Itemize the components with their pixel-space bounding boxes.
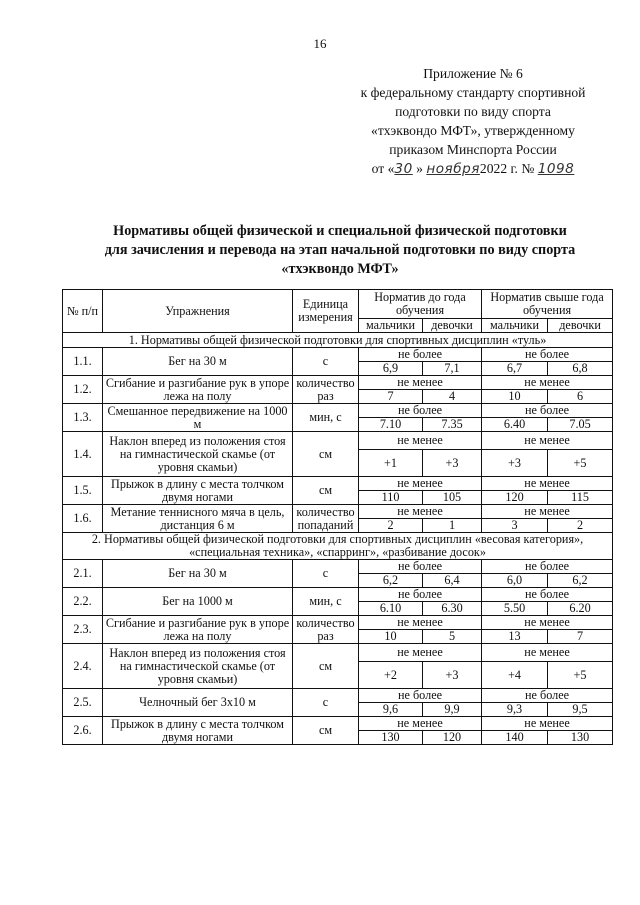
- value-boys-after: 9,3: [482, 703, 548, 717]
- unit-cell: с: [293, 560, 359, 588]
- table-row: [63, 477, 613, 491]
- condition-after-year: не менее: [482, 717, 613, 731]
- condition-before-year: не более: [359, 560, 482, 574]
- title-line-1: Нормативы общей физической и специальной физической подготовки: [113, 223, 567, 239]
- exercise-name: Сгибание и разгибание рук в упоре лежа на полу: [103, 376, 293, 404]
- header-before-year: Норматив до года обучения: [359, 290, 482, 319]
- section-title: 2. Нормативы общей физической подготовки для спортивных дисциплин «весовая категория», «специальная техника», «спарринг», «разбивание досок»: [63, 533, 613, 560]
- value-girls-after: 115: [548, 491, 613, 505]
- exercise-name: Наклон вперед из положения стоя на гимнастической скамье (от уровня скамьи): [103, 432, 293, 477]
- table-row: [63, 616, 613, 630]
- unit-cell: с: [293, 348, 359, 376]
- value-girls-before: 7,1: [423, 362, 482, 376]
- unit-cell: количество раз: [293, 376, 359, 404]
- exercise-name: Метание теннисного мяча в цель, дистанция 6 м: [103, 505, 293, 533]
- title-line-2: для зачисления и перевода на этап начальной подготовки по виду спорта: [104, 242, 576, 258]
- norms-table: [62, 289, 613, 745]
- condition-before-year: не менее: [359, 432, 482, 450]
- title-line-3: «тхэквондо МФТ»: [281, 261, 399, 277]
- value-girls-after: 6: [548, 390, 613, 404]
- row-number: 2.1.: [63, 560, 103, 588]
- exercise-name: Бег на 30 м: [103, 560, 293, 588]
- condition-after-year: не менее: [482, 432, 613, 450]
- table-row: [63, 588, 613, 602]
- exercise-name: Смешанное передвижение на 1000 м: [103, 404, 293, 432]
- row-number: 1.6.: [63, 505, 103, 533]
- row-number: 2.3.: [63, 616, 103, 644]
- appendix-line-1: Приложение № 6: [423, 66, 523, 81]
- value-girls-after: 6,2: [548, 574, 613, 588]
- table-row: [63, 432, 613, 450]
- exercise-name: Наклон вперед из положения стоя на гимнастической скамье (от уровня скамьи): [103, 644, 293, 689]
- condition-after-year: не более: [482, 588, 613, 602]
- row-number: 2.6.: [63, 717, 103, 745]
- date-day: 30: [394, 161, 413, 177]
- header-girls-2: девочки: [548, 319, 613, 333]
- unit-cell: с: [293, 689, 359, 717]
- unit-cell: количество попаданий: [293, 505, 359, 533]
- condition-after-year: не более: [482, 348, 613, 362]
- value-boys-before: 6,9: [359, 362, 423, 376]
- header-unit: Единица измерения: [293, 290, 359, 333]
- row-number: 1.5.: [63, 477, 103, 505]
- condition-after-year: не менее: [482, 505, 613, 519]
- value-girls-before: 7.35: [423, 418, 482, 432]
- appendix-line-3: подготовки по виду спорта: [395, 104, 551, 119]
- unit-cell: мин, с: [293, 588, 359, 616]
- exercise-name: Бег на 30 м: [103, 348, 293, 376]
- condition-before-year: не менее: [359, 644, 482, 662]
- value-boys-before: +1: [359, 450, 423, 477]
- unit-cell: см: [293, 432, 359, 477]
- condition-after-year: не более: [482, 404, 613, 418]
- value-girls-after: +5: [548, 450, 613, 477]
- date-prefix: от «: [371, 161, 395, 176]
- row-number: 1.2.: [63, 376, 103, 404]
- condition-after-year: не менее: [482, 616, 613, 630]
- table-row: [63, 348, 613, 362]
- value-boys-before: 110: [359, 491, 423, 505]
- value-boys-after: +3: [482, 450, 548, 477]
- table-row: [63, 505, 613, 519]
- row-number: 1.3.: [63, 404, 103, 432]
- value-boys-after: 6.40: [482, 418, 548, 432]
- date-year: 2022 г. №: [479, 161, 535, 176]
- value-girls-before: 6,4: [423, 574, 482, 588]
- row-number: 2.2.: [63, 588, 103, 616]
- appendix-line-2: к федеральному стандарту спортивной: [360, 85, 586, 100]
- exercise-name: Прыжок в длину с места толчком двумя ногами: [103, 477, 293, 505]
- condition-after-year: не более: [482, 560, 613, 574]
- appendix-block: [340, 64, 606, 179]
- value-girls-before: +3: [423, 450, 482, 477]
- date-number: 1098: [537, 161, 575, 177]
- value-boys-before: 9,6: [359, 703, 423, 717]
- date-mid: »: [416, 161, 423, 176]
- unit-cell: см: [293, 644, 359, 689]
- exercise-name: Челночный бег 3х10 м: [103, 689, 293, 717]
- table-row: [63, 560, 613, 574]
- value-boys-after: 10: [482, 390, 548, 404]
- row-number: 1.4.: [63, 432, 103, 477]
- header-girls-1: девочки: [423, 319, 482, 333]
- header-exercise: Упражнения: [103, 290, 293, 333]
- condition-after-year: не более: [482, 689, 613, 703]
- unit-cell: количество раз: [293, 616, 359, 644]
- value-girls-after: 7.05: [548, 418, 613, 432]
- value-boys-after: 6,0: [482, 574, 548, 588]
- appendix-date-line: [340, 159, 606, 179]
- value-boys-after: 6,7: [482, 362, 548, 376]
- exercise-name: Прыжок в длину с места толчком двумя ногами: [103, 717, 293, 745]
- exercise-name: Сгибание и разгибание рук в упоре лежа на полу: [103, 616, 293, 644]
- condition-before-year: не более: [359, 348, 482, 362]
- value-girls-before: 5: [423, 630, 482, 644]
- value-boys-before: 7: [359, 390, 423, 404]
- condition-before-year: не менее: [359, 376, 482, 390]
- value-boys-after: 13: [482, 630, 548, 644]
- value-girls-before: 4: [423, 390, 482, 404]
- condition-before-year: не менее: [359, 616, 482, 630]
- value-girls-before: 9,9: [423, 703, 482, 717]
- page-number: 16: [313, 36, 327, 51]
- value-boys-after: 120: [482, 491, 548, 505]
- section-title: 1. Нормативы общей физической подготовки для спортивных дисциплин «туль»: [63, 333, 613, 348]
- row-number: 2.4.: [63, 644, 103, 689]
- unit-cell: см: [293, 477, 359, 505]
- appendix-line-4: «тхэквондо МФТ», утвержденному: [371, 123, 575, 138]
- value-girls-before: 1: [423, 519, 482, 533]
- unit-cell: см: [293, 717, 359, 745]
- condition-before-year: не более: [359, 588, 482, 602]
- value-girls-after: 7: [548, 630, 613, 644]
- table-body: [63, 333, 613, 745]
- value-girls-before: +3: [423, 662, 482, 689]
- value-boys-before: 6.10: [359, 602, 423, 616]
- value-girls-after: 6.20: [548, 602, 613, 616]
- condition-before-year: не менее: [359, 505, 482, 519]
- value-boys-after: +4: [482, 662, 548, 689]
- value-girls-after: 2: [548, 519, 613, 533]
- value-girls-after: 130: [548, 731, 613, 745]
- document-title: [80, 222, 600, 279]
- row-number: 1.1.: [63, 348, 103, 376]
- header-boys-1: мальчики: [359, 319, 423, 333]
- condition-before-year: не менее: [359, 477, 482, 491]
- value-girls-before: 120: [423, 731, 482, 745]
- header-boys-2: мальчики: [482, 319, 548, 333]
- value-boys-before: 7.10: [359, 418, 423, 432]
- header-num: № п/п: [63, 290, 103, 333]
- appendix-line-5: приказом Минспорта России: [389, 142, 557, 157]
- value-girls-before: 105: [423, 491, 482, 505]
- value-girls-after: +5: [548, 662, 613, 689]
- condition-before-year: не более: [359, 689, 482, 703]
- condition-before-year: не менее: [359, 717, 482, 731]
- value-boys-after: 5.50: [482, 602, 548, 616]
- value-boys-before: 130: [359, 731, 423, 745]
- table-row: [63, 404, 613, 418]
- value-boys-after: 140: [482, 731, 548, 745]
- unit-cell: мин, с: [293, 404, 359, 432]
- row-number: 2.5.: [63, 689, 103, 717]
- value-boys-after: 3: [482, 519, 548, 533]
- condition-after-year: не менее: [482, 376, 613, 390]
- table-row: [63, 376, 613, 390]
- value-boys-before: 2: [359, 519, 423, 533]
- condition-before-year: не более: [359, 404, 482, 418]
- value-girls-after: 9,5: [548, 703, 613, 717]
- value-girls-before: 6.30: [423, 602, 482, 616]
- condition-after-year: не менее: [482, 477, 613, 491]
- value-boys-before: 10: [359, 630, 423, 644]
- exercise-name: Бег на 1000 м: [103, 588, 293, 616]
- table-row: [63, 689, 613, 703]
- value-boys-before: +2: [359, 662, 423, 689]
- header-after-year: Норматив свыше года обучения: [482, 290, 613, 319]
- table-row: [63, 644, 613, 662]
- date-month: ноября: [426, 161, 480, 177]
- condition-after-year: не менее: [482, 644, 613, 662]
- value-boys-before: 6,2: [359, 574, 423, 588]
- value-girls-after: 6,8: [548, 362, 613, 376]
- table-row: [63, 717, 613, 731]
